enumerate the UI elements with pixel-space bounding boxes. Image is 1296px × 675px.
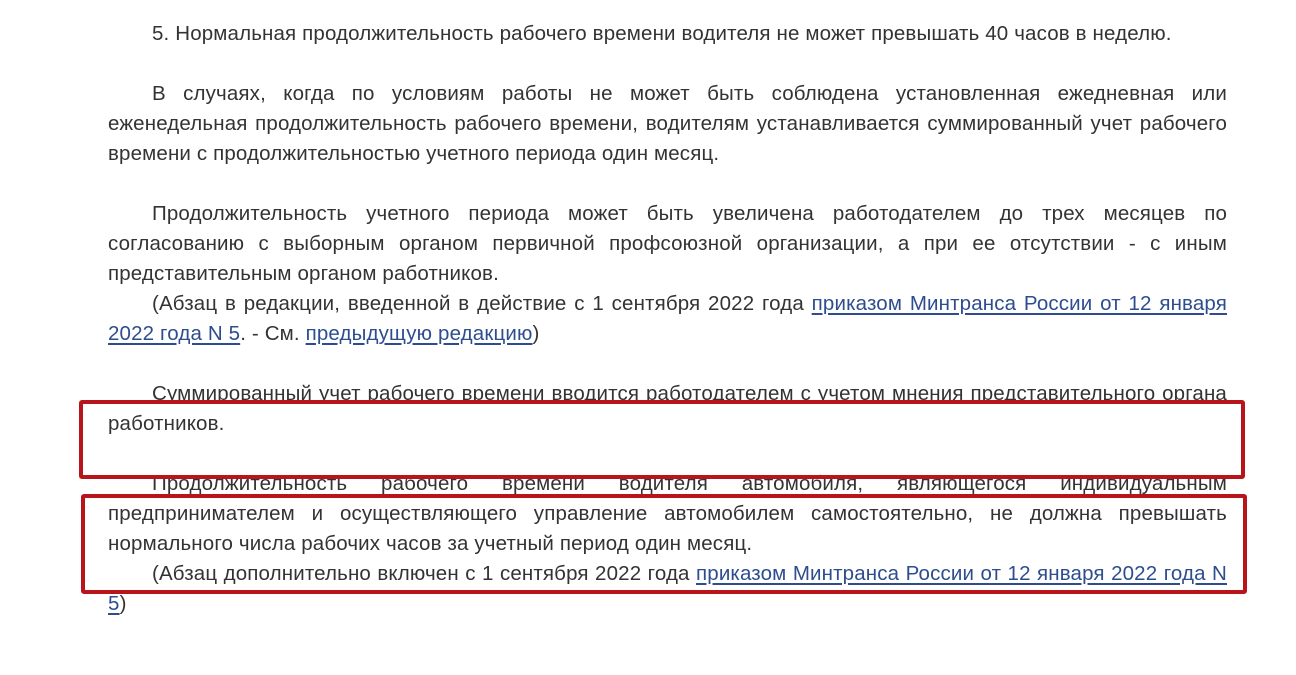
edition-note-suffix: ) xyxy=(532,322,540,345)
paragraph-employer-introduces: Суммированный учет рабочего времени вводится работодателем с учетом мнения представительного органа работников. xyxy=(108,382,1227,435)
inclusion-note-prefix: (Абзац дополнительно включен с 1 сентября 2022 года xyxy=(152,562,697,585)
paragraph-5-weekly-limit: 5. Нормальная продолжительность рабочего времени водителя не может превышать 40 часов в неделю. xyxy=(152,22,1172,45)
paragraph-summarized-accounting: В случаях, когда по условиям работы не может быть соблюдена установленная ежедневная или еженедельная продолжительность рабочего времени, водителям устанавливается суммированный учет рабочего времени с продолжительностью учетного периода один месяц. xyxy=(108,82,1227,165)
inclusion-note-suffix: ) xyxy=(119,592,127,615)
edition-note-middle: . - См. xyxy=(240,322,306,345)
previous-edition-link[interactable]: предыдущую редакцию xyxy=(305,322,533,345)
mintrans-order-link-2[interactable]: приказом Минтранса России от 12 января 2022 года N 5 xyxy=(108,562,1227,615)
inclusion-note xyxy=(108,559,1227,619)
paragraph-accounting-period-extension: Продолжительность учетного периода может быть увеличена работодателем до трех месяцев по согласованию с выборным органом первичной профсоюзной организации, а при ее отсутствии - с иным представительным органом работников. xyxy=(108,202,1227,285)
edition-note xyxy=(108,289,1227,349)
mintrans-order-link[interactable]: приказом Минтранса России от 12 января 2022 года N 5 xyxy=(108,292,1227,345)
document-body xyxy=(108,19,1227,619)
edition-note-prefix: (Абзац в редакции, введенной в действие с 1 сентября 2022 года xyxy=(152,292,812,315)
paragraph-individual-entrepreneur: Продолжительность рабочего времени водителя автомобиля, являющегося индивидуальным предпринимателем и осуществляющего управление автомобилем самостоятельно, не должна превышать нормального числа рабочих часов за учетный период один месяц. xyxy=(108,472,1227,555)
